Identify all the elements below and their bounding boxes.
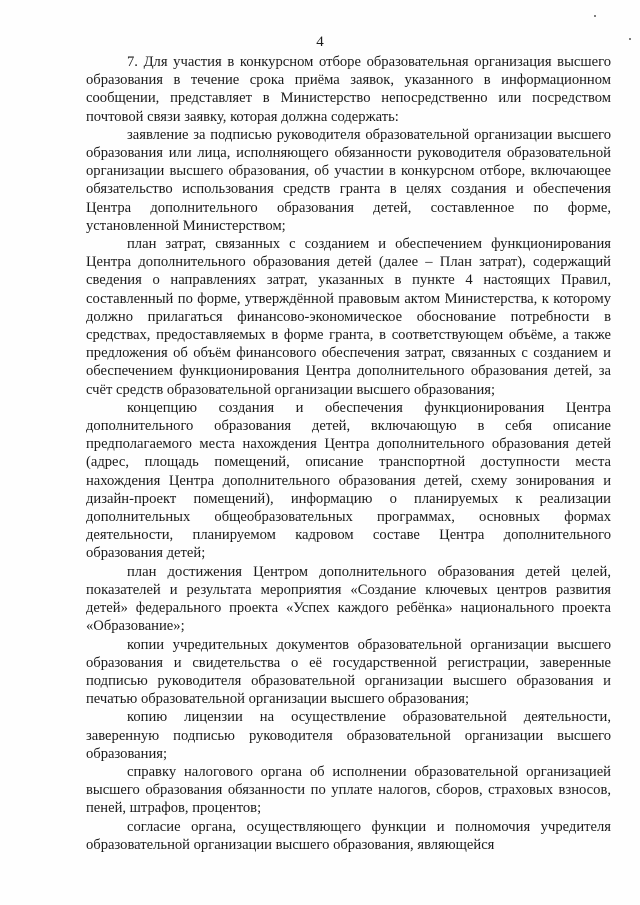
document-body [86,53,611,854]
paragraph-concept: концепцию создания и обеспечения функционирования Центра дополнительного образования детей, включающую в себя описание предполагаемого места нахождения Центра дополнительного образования детей (адрес, площадь помещений, описание транспортной доступности места нахождения Центра дополнительного образования детей, схему зонирования и дизайн-проект помещений), информацию о планируемых к реализации дополнительных общеобразовательных программах, основных формах деятельности, планируемом кадровом составе Центра дополнительного образования детей; [86,399,611,562]
paragraph-cost-plan: план затрат, связанных с созданием и обеспечением функционирования Центра дополнительного образования детей (далее – План затрат), содержащий сведения о направлениях затрат, указанных в пункте 4 настоящих Правил, составленный по форме, утверждённой правовым актом Министерства, к которому должно прилагаться финансово-экономическое обоснование потребности в средствах, предоставляемых в форме гранта, в соответствующем объёме, а также предложения об объём финансового обеспечения затрат, связанных с созданием и обеспечением функционирования Центра дополнительного образования детей, за счёт средств образовательной организации высшего образования; [86,236,611,398]
paragraph-license-copy: копию лицензии на осуществление образовательной деятельности, заверенную подписью руководителя образовательной организации высшего образования; [86,709,611,762]
paragraph-founder-consent: согласие органа, осуществляющего функции и полномочия учредителя образовательной организации высшего образования, являющейся [86,818,611,853]
paragraph-tax-certificate: справку налогового органа об исполнении образовательной организацией высшего образования обязанности по уплате налогов, сборов, страховых взносов, пеней, штрафов, процентов; [86,763,611,817]
paragraph-achievement-plan: план достижения Центром дополнительного образования детей целей, показателей и результата мероприятия «Создание ключевых центров развития детей» федерального проекта «Успех каждого ребёнка» национального проекта «Образование»; [86,563,611,635]
paragraph-item-7: 7. Для участия в конкурсном отборе образовательная организация высшего образования в течение срока приёма заявок, указанного в информационном сообщении, представляет в Министерство непосредственно или посредством почтовой связи заявку, которая должна содержать: [86,54,611,125]
paragraph-application-statement: заявление за подписью руководителя образовательной организации высшего образования или лица, исполняющего обязанности руководителя образовательной организации высшего образования, об участии в конкурсном отборе, включающее обязательство использования средств гранта в целях создания и обеспечения Центра дополнительного образования детей, составленное по форме, установленной Министерством; [86,126,611,234]
scan-speck [594,15,596,17]
paragraph-founding-documents: копии учредительных документов образовательной организации высшего образования и свидетельства о её государственной регистрации, заверенные подписью руководителя образовательной организации высшего образования и печатью образовательной организации высшего образования; [86,636,611,708]
page-number: 4 [316,34,324,50]
